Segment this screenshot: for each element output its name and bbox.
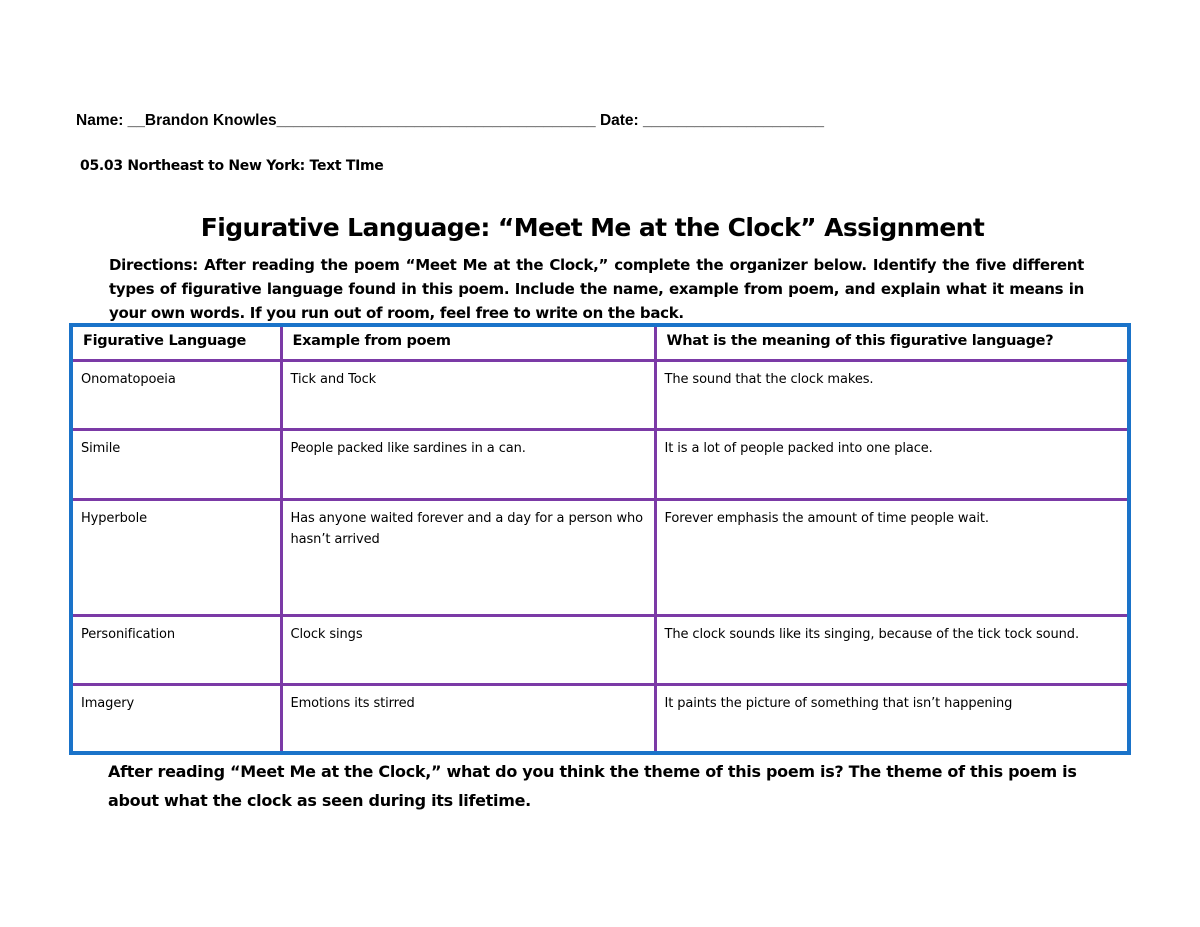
cell-meaning: The clock sounds like its singing, because of the tick tock sound. <box>655 616 1127 685</box>
cell-type: Onomatopoeia <box>73 361 281 430</box>
header-figurative-language: Figurative Language <box>73 327 281 361</box>
course-label: 05.03 Northeast to New York: Text TIme <box>80 158 384 174</box>
table-row <box>73 616 1127 685</box>
table-row <box>73 685 1127 751</box>
table-row <box>73 430 1127 499</box>
cell-meaning: Forever emphasis the amount of time people wait. <box>655 499 1127 615</box>
header-example: Example from poem <box>281 327 655 361</box>
cell-meaning: It paints the picture of something that isn’t happening <box>655 685 1127 751</box>
page-title: Figurative Language: “Meet Me at the Clock” Assignment <box>200 213 985 242</box>
table-row <box>73 499 1127 615</box>
cell-example: Has anyone waited forever and a day for a person who hasn’t arrived <box>281 499 655 615</box>
header-meaning: What is the meaning of this figurative language? <box>655 327 1127 361</box>
cell-meaning: The sound that the clock makes. <box>655 361 1127 430</box>
table-header-row <box>73 327 1127 361</box>
cell-type: Imagery <box>73 685 281 751</box>
cell-meaning: It is a lot of people packed into one place. <box>655 430 1127 499</box>
name-date-line: Name: __Brandon Knowles_____________________________________ Date: _____________________ <box>76 112 825 129</box>
cell-example: Tick and Tock <box>281 361 655 430</box>
table-row <box>73 361 1127 430</box>
cell-example: Clock sings <box>281 616 655 685</box>
organizer-table <box>73 327 1127 751</box>
cell-example: Emotions its stirred <box>281 685 655 751</box>
cell-example: People packed like sardines in a can. <box>281 430 655 499</box>
directions-text: Directions: After reading the poem “Meet Me at the Clock,” complete the organizer below. Identify the five different types of figurative language found in this poem. Include the name, example from poem, and explain what it means in your own words. If you run out of room, feel free to write on the back. <box>109 256 1084 322</box>
cell-type: Hyperbole <box>73 499 281 615</box>
organizer-table-frame <box>69 323 1131 755</box>
cell-type: Simile <box>73 430 281 499</box>
theme-question-answer: After reading “Meet Me at the Clock,” what do you think the theme of this poem is? The theme of this poem is about what the clock as seen during its lifetime. <box>108 762 1077 810</box>
cell-type: Personification <box>73 616 281 685</box>
